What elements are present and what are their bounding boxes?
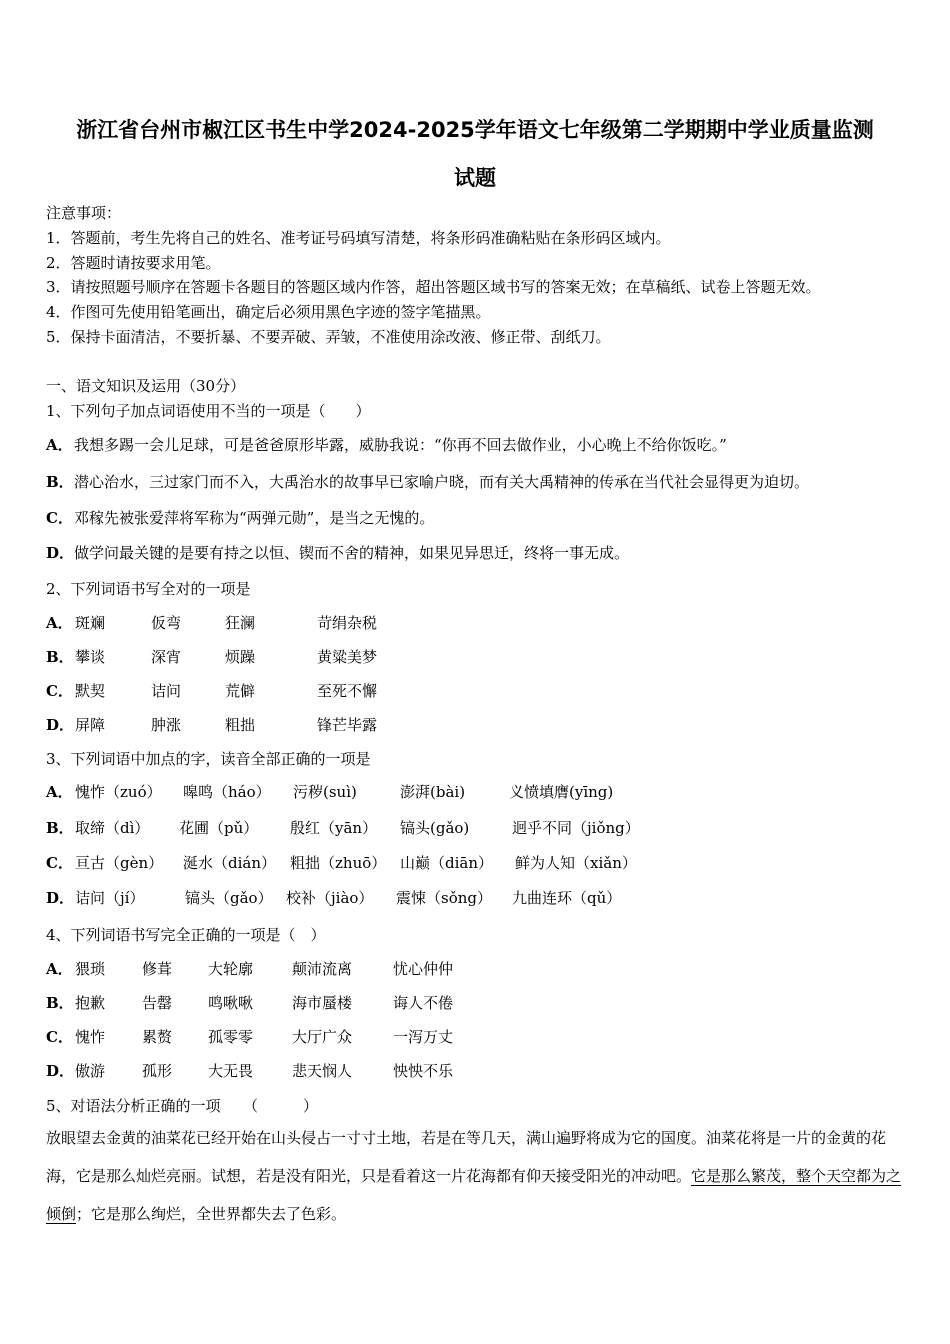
option-word: 屏障 bbox=[75, 716, 106, 734]
q3-option-c bbox=[46, 853, 637, 873]
option-word: 斑斓 bbox=[75, 614, 106, 632]
option-word: 一泻万丈 bbox=[393, 1028, 454, 1046]
question-1-stem: 1、下列句子加点词语使用不当的一项是（ ） bbox=[46, 402, 371, 420]
option-text: 我想多踢一会儿足球，可是爸爸原形毕露，威胁我说：“你再不回去做作业，小心晚上不给你饭吃。” bbox=[74, 436, 727, 454]
option-word: 修葺 bbox=[142, 960, 173, 978]
option-label: A． bbox=[46, 783, 73, 801]
q2-option-a bbox=[46, 613, 378, 633]
q2-option-b bbox=[46, 647, 378, 667]
option-word: 猥琐 bbox=[75, 960, 106, 978]
option-word: 大无畏 bbox=[208, 1062, 254, 1080]
option-word: 深宵 bbox=[151, 648, 182, 666]
option-text: 邓稼先被张爱萍将军称为“两弹元勋”，是当之无愧的。 bbox=[74, 509, 435, 527]
option-word: 鸣啾啾 bbox=[208, 994, 254, 1012]
option-word: 大厅广众 bbox=[292, 1028, 353, 1046]
document-title-line2: 试题 bbox=[454, 166, 496, 190]
q1-option-d bbox=[46, 543, 629, 563]
option-word: 海市蜃楼 bbox=[292, 994, 353, 1012]
section-heading: 一、语文知识及运用（30分） bbox=[46, 377, 246, 395]
notice-heading: 注意事项： bbox=[46, 204, 122, 222]
option-word: 孤零零 bbox=[208, 1028, 254, 1046]
q1-option-c bbox=[46, 508, 434, 528]
option-word: 迥乎不同（jiǒng） bbox=[512, 819, 640, 837]
option-word: 苛绢杂税 bbox=[317, 614, 378, 632]
option-word: 狂澜 bbox=[225, 614, 256, 632]
option-label: B． bbox=[46, 648, 74, 666]
q5-passage bbox=[46, 1119, 908, 1233]
option-word: 粗拙 bbox=[225, 716, 256, 734]
question-2-stem: 2、下列词语书写全对的一项是 bbox=[46, 580, 251, 598]
option-label: C． bbox=[46, 682, 73, 700]
option-word: 诘问 bbox=[151, 682, 182, 700]
option-word: 山巅（diān） bbox=[400, 854, 494, 872]
option-word: 肿涨 bbox=[151, 716, 182, 734]
option-label: D． bbox=[46, 716, 75, 734]
option-word: 忧心仲仲 bbox=[393, 960, 454, 978]
option-word: 震悚（sǒng） bbox=[396, 889, 492, 907]
option-word: 黄粱美梦 bbox=[317, 648, 378, 666]
question-5-stem: 5、对语法分析正确的一项 （ ） bbox=[46, 1097, 319, 1115]
option-word: 嗥鸣（háo） bbox=[183, 783, 271, 801]
option-word: 愧怍 bbox=[75, 1028, 106, 1046]
question-4-stem: 4、下列词语书写完全正确的一项是（ ） bbox=[46, 926, 326, 944]
q3-option-a bbox=[46, 782, 614, 802]
notice-item: 4．作图可先使用铅笔画出，确定后必须用黑色字迹的签字笔描黑。 bbox=[46, 303, 491, 321]
passage-text: 放眼望去金黄的油菜花已经开始在山头侵占一寸寸土地，若是在等几天，满山遍野将成为它的国度。油菜花将是一片的金黄的花海，它是那么灿烂亮丽。试想，若是没有阳光，只是看着这一片花海都有仰天接受阳光的冲动吧。 bbox=[46, 1129, 887, 1185]
option-word: 校补（jiào） bbox=[286, 889, 374, 907]
option-label: A． bbox=[46, 436, 73, 454]
document-title: 浙江省台州市椒江区书生中学2024-2025学年语文七年级第二学期期中学业质量监测 bbox=[76, 118, 874, 142]
q1-option-a bbox=[46, 435, 727, 455]
option-word: 涎水（dián） bbox=[183, 854, 277, 872]
option-word: 仮弯 bbox=[151, 614, 182, 632]
option-word: 粗拙（zhuō） bbox=[290, 854, 387, 872]
option-word: 悲天悯人 bbox=[292, 1062, 353, 1080]
option-label: B． bbox=[46, 994, 74, 1012]
option-word: 锋芒毕露 bbox=[317, 716, 378, 734]
passage-text-tail: ；它是那么绚烂，全世界都失去了色彩。 bbox=[76, 1205, 347, 1223]
option-text: 做学问最关键的是要有持之以恒、锲而不舍的精神，如果见异思迁，终将一事无成。 bbox=[74, 544, 630, 562]
option-word: 默契 bbox=[75, 682, 106, 700]
q4-option-b bbox=[46, 993, 454, 1013]
q4-option-c bbox=[46, 1027, 454, 1047]
option-word: 大轮廓 bbox=[208, 960, 254, 978]
option-word: 九曲连环（qǔ） bbox=[512, 889, 622, 907]
option-label: D． bbox=[46, 544, 75, 562]
option-word: 告罄 bbox=[142, 994, 173, 1012]
option-label: A． bbox=[46, 614, 73, 632]
notice-item: 3．请按照题号顺序在答题卡各题目的答题区域内作答，超出答题区域书写的答案无效；在草稿纸、试卷上答题无效。 bbox=[46, 278, 821, 296]
option-word: 烦躁 bbox=[225, 648, 256, 666]
q1-option-b bbox=[46, 472, 809, 492]
option-label: B． bbox=[46, 819, 74, 837]
option-word: 傲游 bbox=[75, 1062, 106, 1080]
q3-option-d bbox=[46, 888, 622, 908]
notice-item: 1．答题前，考生先将自己的姓名、准考证号码填写清楚，将条形码准确粘贴在条形码区域内。 bbox=[46, 229, 671, 247]
option-word: 颠沛流离 bbox=[292, 960, 353, 978]
q3-option-b bbox=[46, 818, 640, 838]
notice-item: 2．答题时请按要求用笔。 bbox=[46, 254, 221, 272]
option-word: 取缔（dì） bbox=[75, 819, 150, 837]
option-word: 义愤填膺(yīng) bbox=[509, 783, 614, 801]
option-label: A． bbox=[46, 960, 73, 978]
option-word: 亘古（gèn） bbox=[75, 854, 164, 872]
q4-option-d bbox=[46, 1061, 454, 1081]
option-word: 愧怍（zuó） bbox=[75, 783, 162, 801]
option-word: 鲜为人知（xiǎn） bbox=[515, 854, 637, 872]
option-word: 攀谈 bbox=[75, 648, 106, 666]
option-word: 孤形 bbox=[142, 1062, 173, 1080]
option-word: 怏怏不乐 bbox=[393, 1062, 454, 1080]
option-label: C． bbox=[46, 509, 73, 527]
option-word: 累赘 bbox=[142, 1028, 173, 1046]
option-word: 诘问（jí） bbox=[75, 889, 145, 907]
option-word: 至死不懈 bbox=[317, 682, 378, 700]
option-word: 澎湃(bài) bbox=[400, 783, 466, 801]
option-label: B． bbox=[46, 473, 74, 491]
option-text: 潜心治水，三过家门而不入，大禹治水的故事早已家喻户晓，而有关大禹精神的传承在当代社会显得更为迫切。 bbox=[74, 473, 810, 491]
question-3-stem: 3、下列词语中加点的字，读音全部正确的一项是 bbox=[46, 750, 371, 768]
option-label: C． bbox=[46, 854, 73, 872]
option-word: 镐头（gǎo） bbox=[185, 889, 273, 907]
option-word: 殷红（yān） bbox=[290, 819, 378, 837]
notice-item: 5．保持卡面清洁，不要折暴、不要弄破、弄皱，不准使用涂改液、修正带、刮纸刀。 bbox=[46, 328, 611, 346]
option-word: 污秽(suì) bbox=[293, 783, 357, 801]
option-word: 荒僻 bbox=[225, 682, 256, 700]
q2-option-d bbox=[46, 715, 378, 735]
option-label: D． bbox=[46, 1062, 75, 1080]
option-word: 诲人不倦 bbox=[393, 994, 454, 1012]
option-word: 花圃（pǔ） bbox=[179, 819, 259, 837]
option-label: C． bbox=[46, 1028, 73, 1046]
q2-option-c bbox=[46, 681, 378, 701]
option-label: D． bbox=[46, 889, 75, 907]
passage-underlined-text: 它是那么繁茂，整个天空都为之倾倒 bbox=[46, 1167, 902, 1223]
option-word: 镐头(gǎo) bbox=[400, 819, 470, 837]
q4-option-a bbox=[46, 959, 454, 979]
option-word: 抱歉 bbox=[75, 994, 106, 1012]
